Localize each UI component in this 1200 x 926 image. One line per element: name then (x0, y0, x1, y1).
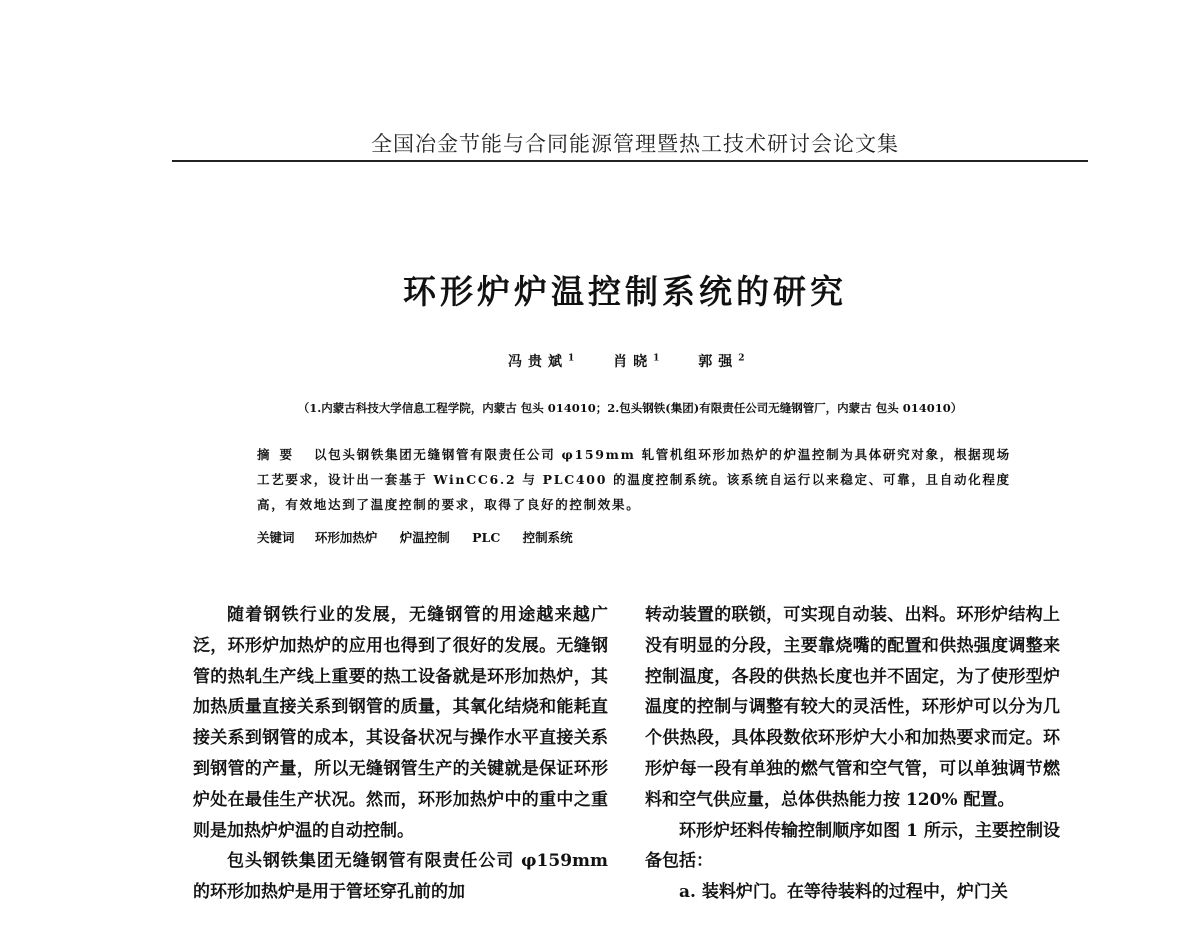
author: 肖晓$^1$ (613, 353, 660, 370)
paragraph: 包头钢铁集团无缝钢管有限责任公司 φ159mm 的环形加热炉是用于管坯穿孔前的加 (193, 851, 608, 903)
keyword: 环形加热炉 (314, 530, 378, 545)
paper-title: 环形炉炉温控制系统的研究 (403, 272, 847, 311)
proceedings-header: 全国冶金节能与合同能源管理暨热工技术研讨会论文集 (371, 132, 899, 156)
body-column-left (193, 600, 608, 908)
keywords-label: 关键词 (257, 530, 295, 545)
abstract (257, 442, 1017, 517)
header-rule (172, 160, 1088, 162)
author: 冯贵斌$^1$ (508, 353, 575, 370)
abstract-text: 以包头钢铁集团无缝钢管有限责任公司 φ159mm 轧管机组环形加热炉的炉温控制为具体研究对象，根据现场工艺要求，设计出一套基于 WinCC6.2 与 PLC400 的温度控制系统。该系统自运行以来稳定、可靠，且自动化程度高，有效地达到了温度控制的要求，取得了良好的控制效果。 (257, 447, 1011, 512)
keyword: PLC (472, 530, 501, 545)
paragraph: 环形炉坯料传输控制顺序如图 1 所示，主要控制设备包括： (645, 820, 1060, 872)
keyword: 控制系统 (522, 530, 573, 545)
paragraph: a. 装料炉门。在等待装料的过程中，炉门关 (679, 882, 1008, 903)
author: 郭强$^2$ (698, 353, 745, 370)
keyword: 炉温控制 (399, 530, 450, 545)
abstract-label: 摘要 (257, 447, 303, 462)
author-list (508, 351, 779, 371)
paragraph: 随着钢铁行业的发展，无缝钢管的用途越来越广泛，环形炉加热炉的应用也得到了很好的发展。无缝钢管的热轧生产线上重要的热工设备就是环形加热炉，其加热质量直接关系到钢管的质量，其氧化结烧和能耗直接关系到钢管的成本，其设备状况与操作水平直接关系到钢管的产量，所以无缝钢管生产的关键就是保证环形炉处在最佳生产状况。然而，环形加热炉中的重中之重则是加热炉炉温的自动控制。 (193, 605, 608, 841)
keywords (257, 528, 591, 546)
paragraph: 转动装置的联锁，可实现自动装、出料。环形炉结构上没有明显的分段，主要靠烧嘴的配置和供热强度调整来控制温度，各段的供热长度也并不固定，为了使形型炉温度的控制与调整有较大的灵活性，环形炉可以分为几个供热段，具体段数依环形炉大小和加热要求而定。环形炉每一段有单独的燃气管和空气管，可以单独调节燃料和空气供应量，总体供热能力按 120% 配置。 (645, 605, 1060, 810)
affiliation: （1.内蒙古科技大学信息工程学院，内蒙古 包头 014010；2.包头钢铁(集团)有限责任公司无缝钢管厂，内蒙古 包头 014010） (297, 401, 963, 415)
body-column-right (645, 600, 1060, 908)
